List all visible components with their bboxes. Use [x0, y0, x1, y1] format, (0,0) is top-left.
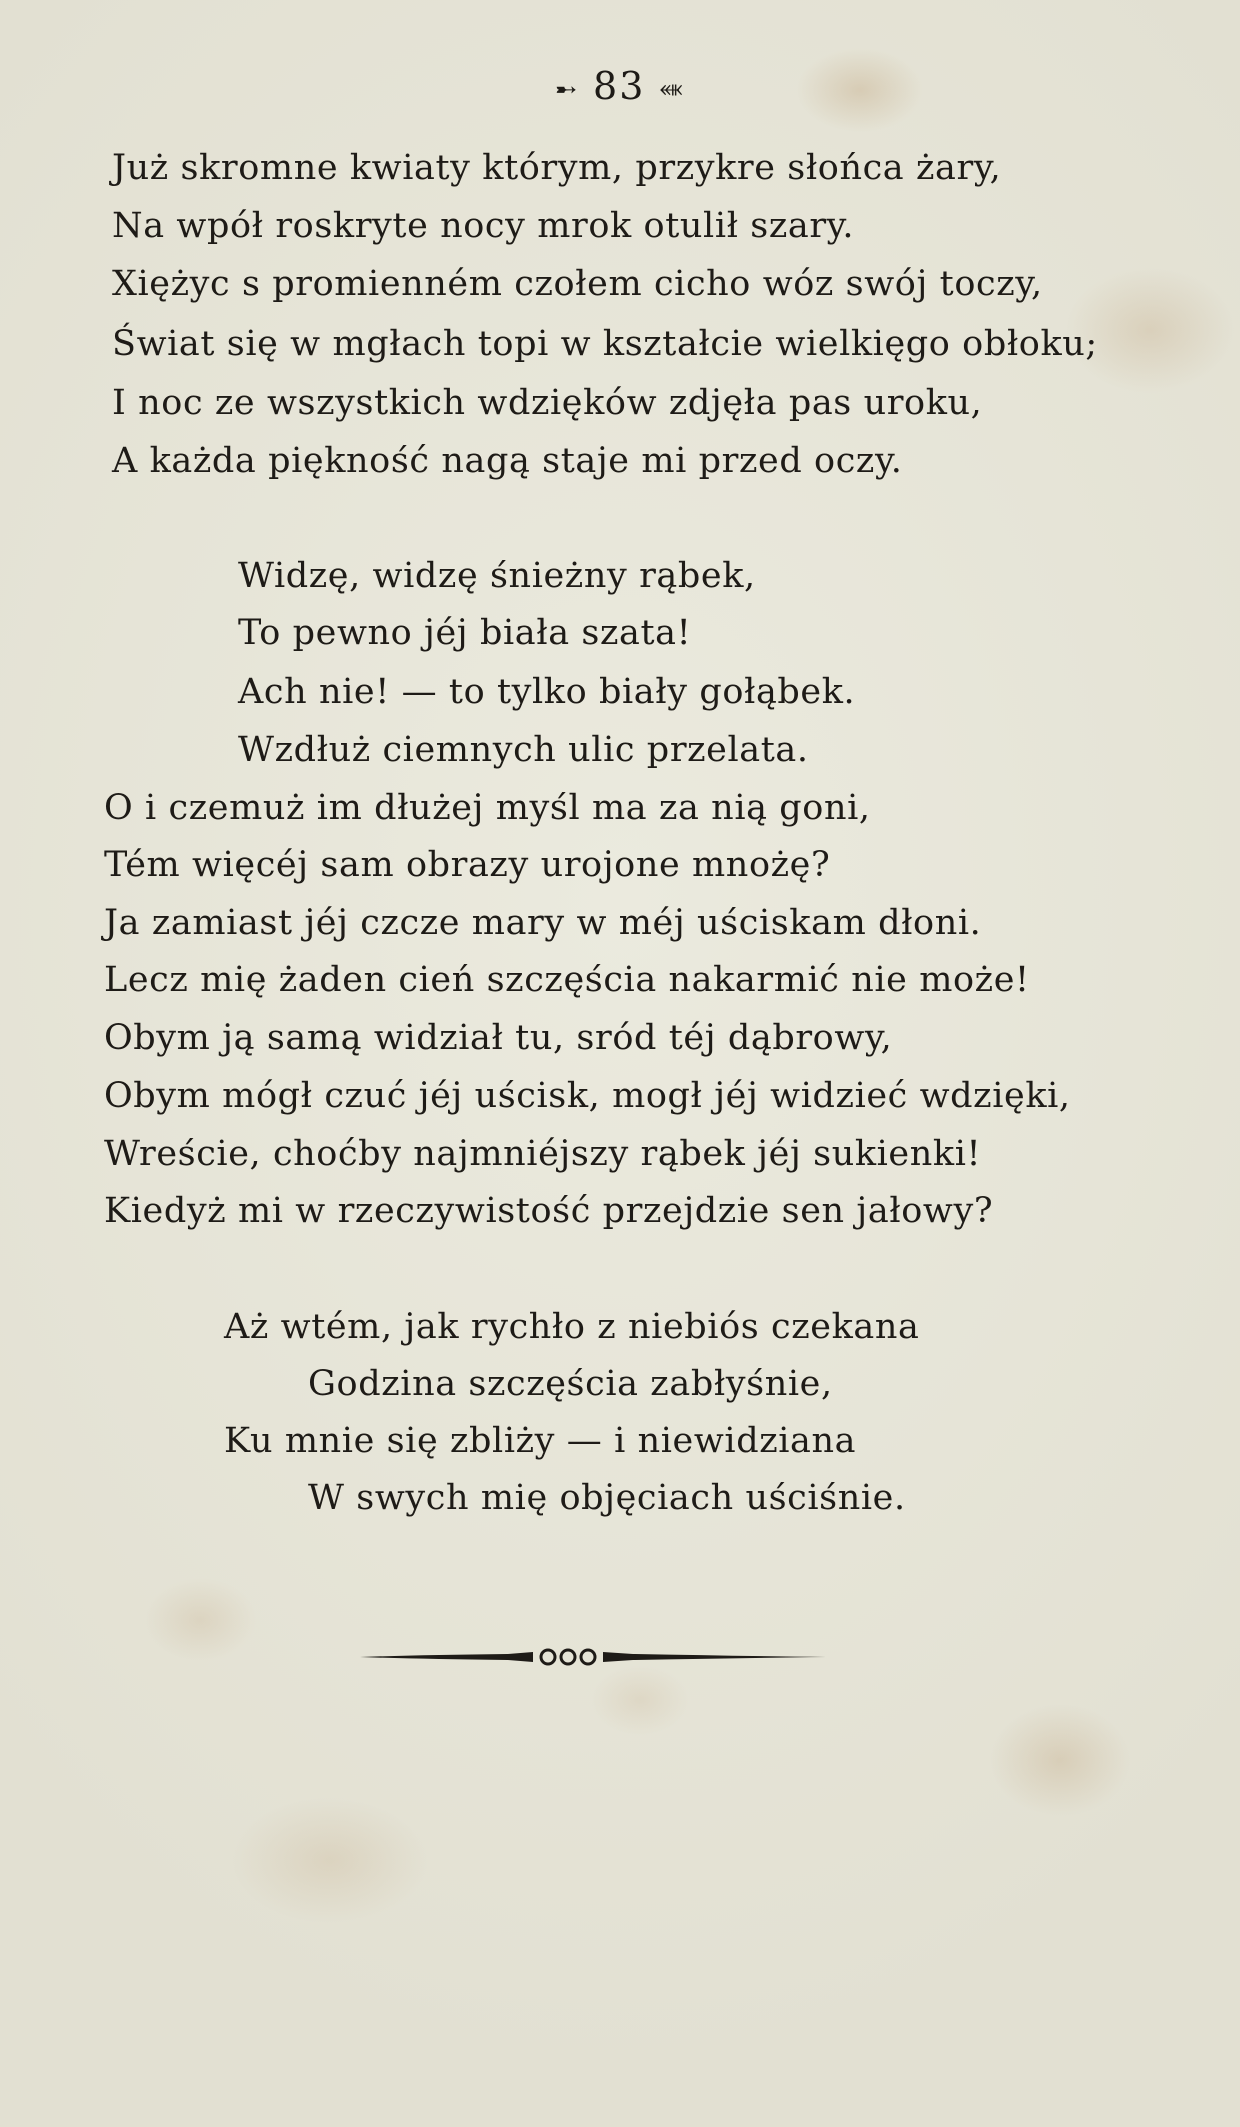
verse-line: Ku mnie się zbliży — i niewidziana [224, 1421, 857, 1461]
verse-line: Już skromne kwiaty którym, przykre słońca żary, [112, 148, 1002, 188]
verse-line: Wreście, choćby najmniéjszy rąbek jéj sukienki! [104, 1134, 982, 1174]
verse-line: To pewno jéj biała szata! [238, 613, 692, 653]
verse-line: Tém więcéj sam obrazy urojone mnożę? [104, 845, 831, 885]
verse-line: Świat się w mgłach topi w kształcie wielkięgo obłoku; [112, 324, 1098, 364]
verse-line: Kiedyż mi w rzeczywistość przejdzie sen jałowy? [104, 1191, 994, 1231]
verse-line: Godzina szczęścia zabłyśnie, [308, 1364, 833, 1404]
page-number-ornament-right: ⬽ [659, 74, 685, 104]
verse-line: Obym mógł czuć jéj uścisk, mogł jéj widzieć wdzięki, [104, 1076, 1071, 1116]
page-number-ornament-left: ➸ [555, 74, 580, 105]
verse-line: Wzdłuż ciemnych ulic przelata. [238, 730, 809, 770]
verse-line: Aż wtém, jak rychło z niebiós czekana [224, 1307, 920, 1347]
verse-line: Lecz mię żaden cień szczęścia nakarmić nie może! [104, 960, 1030, 1000]
verse-line: Obym ją samą widział tu, sród téj dąbrowy, [104, 1018, 893, 1058]
verse-line: Ach nie! — to tylko biały gołąbek. [238, 672, 856, 712]
verse-line: I noc ze wszystkich wdzięków zdjęła pas uroku, [112, 383, 983, 423]
verse-line: A każda piękność nagą staje mi przed oczy. [112, 441, 903, 481]
verse-line: Widzę, widzę śnieżny rąbek, [238, 556, 756, 596]
page-number-value: 83 [593, 64, 646, 108]
verse-line: W swych mię objęciach uściśnie. [308, 1478, 906, 1518]
page-number [0, 64, 1240, 108]
divider-ornament-icon [358, 1642, 828, 1672]
verse-line: O i czemuż im dłużej myśl ma za nią goni, [104, 788, 871, 828]
verse-line: Xiężyc s promienném czołem cicho wóz swój toczy, [112, 264, 1043, 304]
ornamental-divider [358, 1642, 828, 1672]
verse-line: Ja zamiast jéj czcze mary w méj uściskam dłoni. [104, 903, 982, 943]
verse-line: Na wpół roskryte nocy mrok otulił szary. [112, 206, 855, 246]
